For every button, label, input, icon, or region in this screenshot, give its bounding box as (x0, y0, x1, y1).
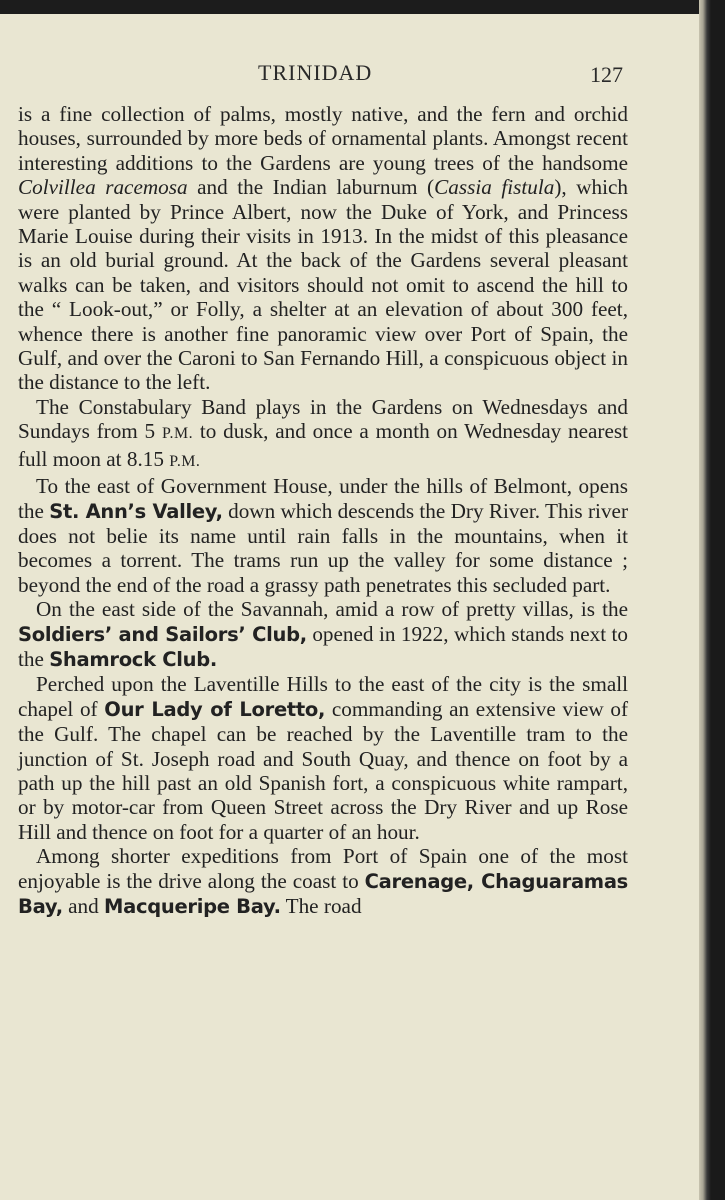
book-page (0, 14, 699, 1200)
species-name: Cassia fistula (434, 175, 555, 200)
text-run: to dusk, and once a month on Wednesday nearest full moon at 8.15 (18, 419, 628, 471)
time-abbrev: P.M. (169, 452, 201, 470)
place-name: Macqueripe Bay. (104, 895, 281, 918)
place-name: Shamrock Club. (49, 647, 217, 671)
text-run: On the east side of the Savannah, amid a row of pretty villas, is the (36, 597, 628, 622)
place-name: St. Ann’s Valley, (49, 499, 223, 523)
place-name: Soldiers’ and Sailors’ Club, (18, 622, 307, 646)
text-run: and (62, 894, 105, 918)
running-head (0, 54, 699, 88)
text-run: The Constabulary Band plays in the Gardens on Wednesdays and Sundays from 5 (18, 394, 628, 444)
text-run: is a fine collection of palms, mostly native, and the fern and orchid houses, surrounded by more beds of ornamental plants. Amongst recent interesting additions to the Gardens are young trees of the handsome (18, 102, 628, 175)
paragraph-expeditions (18, 844, 628, 919)
scan-frame-top (0, 0, 725, 14)
time-abbrev: P.M. (161, 425, 194, 443)
text-run: down which descends the Dry River. This river does not belie its name until rain falls in the mountains, when it becomes a torrent. The trams run up the valley for some distance ; beyond the end of the road a grassy path penetrates this secluded part. (18, 498, 628, 597)
text-run: and the Indian laburnum ( (187, 175, 435, 200)
running-head-title: TRINIDAD (258, 60, 373, 85)
text-run: Perched upon the Laventille Hills to the east of the city is the small chapel of (18, 672, 628, 721)
paragraph-savannah (18, 597, 628, 672)
species-name: Colvillea racemosa (18, 175, 188, 200)
paragraph-laventille (18, 672, 628, 844)
paragraph-st-anns-valley (18, 474, 628, 597)
body-text (18, 102, 628, 919)
text-run: opened in 1922, which stands next to the (18, 621, 629, 671)
place-name: Our Lady of Loretto, (104, 697, 326, 721)
text-run: To the east of Government House, under the hills of Belmont, opens the (18, 474, 628, 523)
page-number: 127 (590, 62, 623, 87)
paragraph-band (18, 395, 628, 474)
paragraph-gardens (18, 102, 628, 395)
scan-frame-right (699, 0, 725, 1200)
text-run: commanding an extensive view of the Gulf. The chapel can be reached by the Laventille tram to the junction of St. Joseph road and South Quay, and thence on foot by a path up the hill past an old Spanish fort, a conspicuous white rampart, or by motor-car from Queen Street across the Dry River and up Rose Hill and thence on foot for a quarter of an hour. (18, 696, 628, 844)
text-run: ), which were planted by Prince Albert, now the Duke of York, and Princess Marie Louise during their visits in 1913. In the midst of this pleasance is an old burial ground. At the back of the Gardens several pleasant walks can be taken, and visitors should not omit to ascend the hill to the “ Look-out,” or Folly, a shelter at an elevation of about 300 feet, whence there is another fine panoramic view over Port of Spain, the Gulf, and over the Caroni to San Fernando Hill, a conspicuous object in the distance to the left. (18, 175, 628, 395)
text-run: The road (280, 894, 362, 918)
place-name: Carenage, Chaguaramas Bay, (18, 869, 628, 918)
text-run: Among shorter expeditions from Port of Spain one of the most enjoyable is the drive along the coast to (18, 844, 628, 893)
